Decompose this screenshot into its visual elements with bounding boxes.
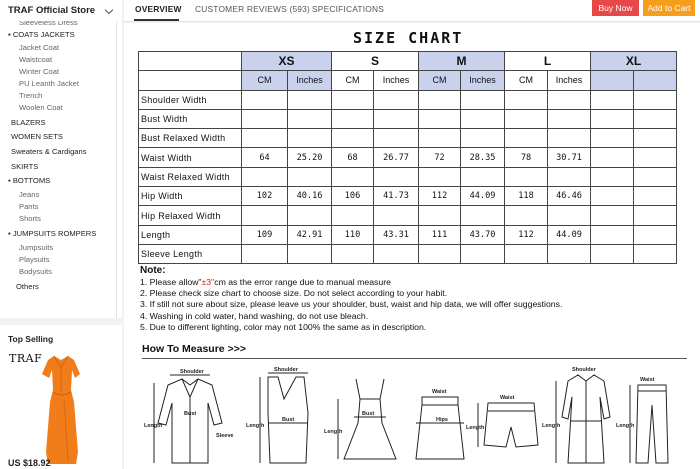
- size-value-cell: 46.46: [548, 187, 591, 206]
- size-value-cell: [505, 244, 548, 263]
- product-thumbnail-dress[interactable]: [34, 352, 88, 464]
- category-item[interactable]: SKIRTS: [11, 162, 39, 171]
- category-item[interactable]: PU Leanth Jacket: [19, 79, 79, 88]
- size-value-cell: [419, 129, 461, 148]
- note-line: 4. Washing in cold water, hand washing, do not use bleach.: [140, 310, 369, 321]
- category-item[interactable]: Jacket Coat: [19, 43, 60, 52]
- size-value-cell: [461, 90, 505, 109]
- size-value-cell: [591, 187, 634, 206]
- table-row: [139, 129, 677, 148]
- waist-label: Waist: [640, 377, 655, 383]
- size-value-cell: [461, 244, 505, 263]
- size-value-cell: [374, 206, 419, 225]
- store-category-panel: [0, 0, 122, 318]
- size-value-cell: [505, 90, 548, 109]
- size-value-cell: [505, 109, 548, 128]
- expand-bullet-icon: ▪: [8, 30, 13, 39]
- waist-label: Waist: [500, 395, 515, 401]
- unit-inches: Inches: [374, 71, 419, 90]
- size-value-cell: [634, 167, 677, 186]
- category-item[interactable]: WOMEN SETS: [11, 132, 63, 141]
- size-value-cell: [374, 167, 419, 186]
- length-label: Length: [246, 423, 265, 429]
- unit-inches: Inches: [288, 71, 332, 90]
- size-value-cell: [461, 167, 505, 186]
- table-corner: [139, 52, 242, 71]
- note-line: 1. Please allow"±3"cm as the error range due to manual measure: [140, 277, 391, 287]
- note-line: 2. Please check size chart to choose size. Do not select according to your habit.: [140, 288, 448, 299]
- size-value-cell: [461, 109, 505, 128]
- notes-title: Note:: [140, 265, 166, 276]
- table-corner: [139, 71, 242, 90]
- hips-label: Hips: [436, 417, 448, 423]
- unit-inches: [634, 71, 677, 90]
- expand-bullet-icon: ▪: [8, 176, 13, 185]
- table-row: [139, 148, 677, 167]
- shoulder-label: Shoulder: [180, 369, 204, 375]
- sleeve-label: Sleeve: [216, 433, 234, 439]
- size-value-cell: [374, 129, 419, 148]
- trousers-sketch-icon: [630, 385, 668, 463]
- measurement-label: Bust Relaxed Width: [139, 129, 242, 148]
- length-label: Length: [542, 423, 561, 429]
- size-value-cell: 40.16: [288, 187, 332, 206]
- size-value-cell: [461, 206, 505, 225]
- size-value-cell: 64: [242, 148, 288, 167]
- size-value-cell: [591, 90, 634, 109]
- shorts-sketch-icon: [478, 403, 538, 447]
- size-value-cell: [419, 90, 461, 109]
- size-value-cell: [591, 129, 634, 148]
- product-price[interactable]: US $18.92: [8, 458, 51, 468]
- size-value-cell: [419, 244, 461, 263]
- length-label: Length: [144, 423, 163, 429]
- category-item[interactable]: ▪ COATS JACKETS: [8, 30, 75, 39]
- length-label: Length: [616, 423, 635, 429]
- size-value-cell: 112: [419, 187, 461, 206]
- table-row: [139, 90, 677, 109]
- size-m: M: [419, 52, 505, 71]
- size-value-cell: [461, 129, 505, 148]
- store-name[interactable]: TRAF Official Store: [8, 5, 96, 16]
- size-value-cell: [242, 129, 288, 148]
- measurement-label: Hip Width: [139, 187, 242, 206]
- size-value-cell: [634, 206, 677, 225]
- size-value-cell: [242, 244, 288, 263]
- length-label: Length: [324, 429, 343, 435]
- size-value-cell: [548, 206, 591, 225]
- size-value-cell: 78: [505, 148, 548, 167]
- size-value-cell: [242, 109, 288, 128]
- size-value-cell: [591, 225, 634, 244]
- store-sidebar: [0, 0, 122, 469]
- length-label: Length: [466, 425, 485, 431]
- size-xl: XL: [591, 52, 677, 71]
- size-value-cell: 112: [505, 225, 548, 244]
- measurement-label: Bust Width: [139, 109, 242, 128]
- size-value-cell: [591, 206, 634, 225]
- size-value-cell: [332, 109, 374, 128]
- tab-customer-reviews[interactable]: CUSTOMER REVIEWS (593): [195, 4, 311, 14]
- category-item[interactable]: Woolen Coat: [19, 103, 63, 112]
- expand-bullet-icon: ▪: [8, 229, 13, 238]
- size-value-cell: 72: [419, 148, 461, 167]
- category-item[interactable]: Playsuits: [19, 255, 50, 264]
- add-to-cart-button[interactable]: Add to Cart: [643, 0, 695, 16]
- category-item[interactable]: Bodysuits: [19, 267, 52, 276]
- size-value-cell: [591, 109, 634, 128]
- size-value-cell: 110: [332, 225, 374, 244]
- size-value-cell: [634, 148, 677, 167]
- size-chart-table: [138, 51, 677, 264]
- category-item[interactable]: ▪ JUMPSUITS ROMPERS: [8, 229, 97, 238]
- measurement-label: Sleeve Length: [139, 244, 242, 263]
- table-row: [139, 225, 677, 244]
- size-s: S: [332, 52, 419, 71]
- active-tab-indicator: [134, 19, 179, 21]
- size-value-cell: [591, 148, 634, 167]
- shoulder-label: Shoulder: [572, 367, 596, 373]
- bust-label: Bust: [362, 411, 375, 417]
- shirt-dress-sketch-icon: [556, 375, 610, 463]
- size-value-cell: 25.20: [288, 148, 332, 167]
- size-chart-title: SIZE CHART: [353, 29, 464, 47]
- blouse-sketch-icon: [154, 375, 222, 463]
- product-description: [124, 23, 700, 469]
- size-value-cell: 102: [242, 187, 288, 206]
- measurement-label: Hip Relaxed Width: [139, 206, 242, 225]
- size-value-cell: 28.35: [461, 148, 505, 167]
- how-to-measure-title: How To Measure >>>: [142, 343, 246, 355]
- category-item[interactable]: Sweaters & Cardigans: [11, 147, 87, 156]
- unit-cm: CM: [242, 71, 288, 90]
- size-value-cell: [634, 225, 677, 244]
- size-value-cell: [288, 167, 332, 186]
- unit-cm: CM: [505, 71, 548, 90]
- table-row: [139, 109, 677, 128]
- size-value-cell: [634, 90, 677, 109]
- size-value-cell: [548, 244, 591, 263]
- size-value-cell: [242, 167, 288, 186]
- category-list: [0, 21, 122, 318]
- size-value-cell: [505, 129, 548, 148]
- measurement-label: Waist Width: [139, 148, 242, 167]
- top-selling-panel: [0, 325, 122, 469]
- chevron-down-icon[interactable]: [105, 6, 113, 14]
- size-value-cell: [505, 206, 548, 225]
- size-value-cell: [548, 109, 591, 128]
- category-item[interactable]: Winter Coat: [19, 67, 60, 76]
- size-value-cell: 111: [419, 225, 461, 244]
- unit-header-row: [139, 71, 677, 90]
- size-xs: XS: [242, 52, 332, 71]
- category-item[interactable]: Jumpsuits: [19, 243, 54, 252]
- size-value-cell: [634, 244, 677, 263]
- size-value-cell: [548, 90, 591, 109]
- brand-logo: TRAF: [9, 352, 43, 365]
- size-value-cell: [634, 187, 677, 206]
- category-item[interactable]: BLAZERS: [11, 118, 46, 127]
- size-value-cell: [591, 167, 634, 186]
- size-value-cell: [332, 90, 374, 109]
- size-value-cell: [332, 244, 374, 263]
- size-value-cell: [332, 167, 374, 186]
- size-value-cell: [374, 109, 419, 128]
- divider: [142, 358, 687, 359]
- size-value-cell: [634, 129, 677, 148]
- size-value-cell: [288, 109, 332, 128]
- size-value-cell: [505, 167, 548, 186]
- category-item[interactable]: Others: [16, 282, 39, 291]
- table-row: [139, 167, 677, 186]
- size-value-cell: 109: [242, 225, 288, 244]
- shoulder-label: Shoulder: [274, 367, 298, 373]
- category-item[interactable]: Waistcoat: [19, 55, 53, 64]
- size-chart-body: [139, 90, 677, 264]
- size-l: L: [505, 52, 591, 71]
- size-value-cell: [288, 244, 332, 263]
- size-value-cell: [548, 129, 591, 148]
- category-item[interactable]: Trench: [19, 91, 43, 100]
- size-value-cell: 118: [505, 187, 548, 206]
- measurement-label: Shoulder Width: [139, 90, 242, 109]
- skirt-sketch-icon: [416, 397, 464, 459]
- size-value-cell: 41.73: [374, 187, 419, 206]
- product-tab-bar: [124, 0, 700, 22]
- size-value-cell: [548, 167, 591, 186]
- category-item[interactable]: Pants: [19, 202, 39, 211]
- size-value-cell: [419, 109, 461, 128]
- size-value-cell: [374, 90, 419, 109]
- table-row: [139, 244, 677, 263]
- size-value-cell: [242, 90, 288, 109]
- size-value-cell: [591, 244, 634, 263]
- unit-cm: CM: [332, 71, 374, 90]
- top-selling-title: Top Selling: [8, 334, 54, 344]
- size-value-cell: 44.09: [548, 225, 591, 244]
- size-value-cell: [288, 129, 332, 148]
- table-row: [139, 187, 677, 206]
- size-header-row: [139, 52, 677, 71]
- unit-inches: Inches: [461, 71, 505, 90]
- tab-specifications[interactable]: SPECIFICATIONS: [312, 4, 384, 14]
- tab-overview[interactable]: OVERVIEW: [135, 4, 182, 14]
- unit-cm: CM: [419, 71, 461, 90]
- note-line: 3. If still not sure about size, please leave us your shoulder, bust, waist and hip data, we will offer suggestions.: [140, 299, 563, 310]
- bust-label: Bust: [184, 411, 197, 417]
- size-value-cell: 42.91: [288, 225, 332, 244]
- size-value-cell: [288, 206, 332, 225]
- size-value-cell: [332, 129, 374, 148]
- store-header[interactable]: [0, 0, 122, 21]
- size-value-cell: 26.77: [374, 148, 419, 167]
- size-value-cell: 43.31: [374, 225, 419, 244]
- size-value-cell: 30.71: [548, 148, 591, 167]
- unit-inches: Inches: [548, 71, 591, 90]
- size-notes: [140, 265, 680, 333]
- unit-cm: [591, 71, 634, 90]
- measurement-label: Waist Relaxed Width: [139, 167, 242, 186]
- bust-label: Bust: [282, 417, 295, 423]
- cami-dress-sketch-icon: [338, 379, 396, 459]
- size-value-cell: 43.70: [461, 225, 505, 244]
- category-item[interactable]: Jeans: [19, 190, 40, 199]
- size-value-cell: [419, 167, 461, 186]
- waist-label: Waist: [432, 389, 447, 395]
- size-value-cell: 68: [332, 148, 374, 167]
- size-value-cell: [332, 206, 374, 225]
- size-value-cell: 106: [332, 187, 374, 206]
- size-value-cell: [242, 206, 288, 225]
- size-value-cell: 44.09: [461, 187, 505, 206]
- buy-now-button[interactable]: Buy Now: [592, 0, 639, 16]
- category-item[interactable]: Shorts: [19, 214, 41, 223]
- size-value-cell: [634, 109, 677, 128]
- size-value-cell: [374, 244, 419, 263]
- table-row: [139, 206, 677, 225]
- measurement-illustrations: [138, 363, 690, 469]
- size-value-cell: [288, 90, 332, 109]
- category-item[interactable]: ▪ BOTTOMS: [8, 176, 51, 185]
- category-item[interactable]: Sleeveless Dress: [19, 21, 78, 27]
- measurement-label: Length: [139, 225, 242, 244]
- note-line: 5. Due to different lighting, color may not 100% the same as in description.: [140, 321, 427, 332]
- category-scrollbar[interactable]: [116, 21, 117, 318]
- size-value-cell: [419, 206, 461, 225]
